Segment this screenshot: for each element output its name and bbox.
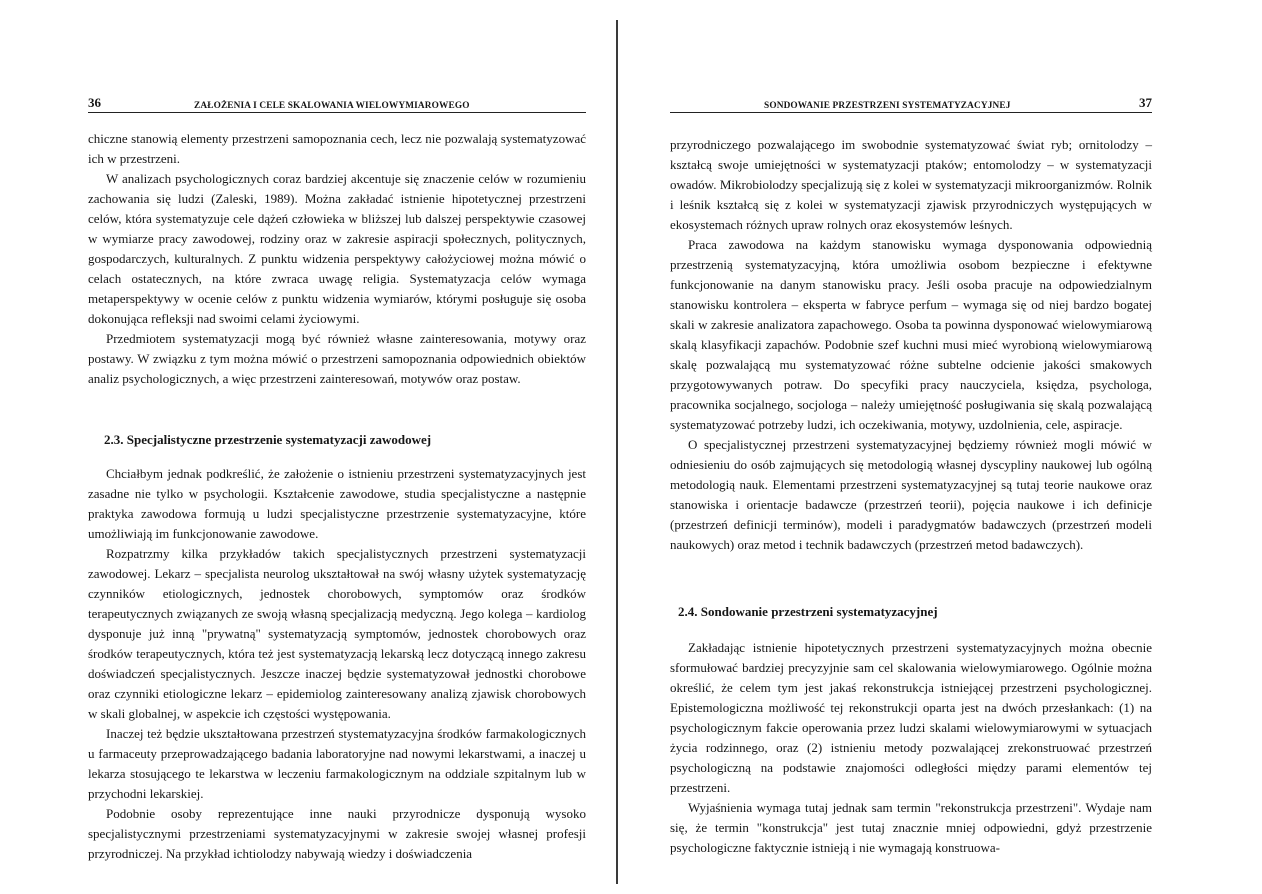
paragraph: Wyjaśnienia wymaga tutaj jednak sam termin "rekonstrukcja przestrzeni". Wydaje nam się, że termin "konstrukcja" jest tutaj znacznie mniej odpowiedni, gdyż przestrzenie psychologiczne faktycznie istnieją i nie wymagają konstruowa- [670,800,1152,855]
right-page-number: 37 [1139,95,1152,110]
left-page-text-top [88,129,586,389]
paragraph: Inaczej też będzie ukształtowana przestrzeń stystematyzacyjna środków farmakologicznych u farmaceuty przeprowadzającego badania laboratoryjne nad nowymi lekarstwami, a inaczej u lekarza stosującego te lekarstwa w leczeniu farmakologicznym na oddziale szpitalnym lub w przychodni lekarskiej. [88,726,586,801]
paragraph: Praca zawodowa na każdym stanowisku wymaga dysponowania odpowiednią przestrzenią systematyzacyjną, która umożliwia osobom bezpieczne i efektywne funkcjonowanie na danym stanowisku pracy. Jeśli osoba pracuje na odpowiedzialnym stanowisku kontrolera – eksperta w fabryce perfum – wymaga się od niej bardzo bogatej skali w zakresie analizatora zapachowego. Osoba ta powinna dysponować wielowymiarową skalą klasyfikacji zapachów. Podobnie szef kuchni musi mieć wyrobioną wielowymiarową skalę pozwalającą mu systematyzować różne subtelne odcienie jakości smakowych przygotowywanych potraw. Do specyfiki pracy nauczyciela, księdza, psychologa, pracownika socjalnego, socjologa – należy umiejętność posługiwania się skalą pozwalającą systematyzować potrzeby ludzi, ich oczekiwania, motywy, uzdolnienia, cele, aspiracje. [670,237,1152,432]
paragraph: chiczne stanowią elementy przestrzeni samopoznania cech, lecz nie pozwalają systematyzować ich w przestrzeni. [88,131,586,166]
paragraph: Podobnie osoby reprezentujące inne nauki przyrodnicze dysponują wysoko specjalistycznymi przestrzeniami systematyzacyjnymi w zakresie swojej własnej profesji przyrodniczej. Na przykład ichtiolodzy nabywają wiedzy i doświadczenia [88,806,586,861]
paragraph: Rozpatrzmy kilka przykładów takich specjalistycznych przestrzeni systematyzacji zawodowej. Lekarz – specjalista neurolog ukształtował na swój własny użytek systematyzację czynników etiologicznych, jednostek chorobowych, symptomów oraz środków terapeutycznych związanych ze swoją własną specjalizacją medyczną. Jego kolega – kardiolog dysponuje już inną "prywatną" systematyzacją symptomów, jednostek chorobowych oraz środków terapeutycznych, która też jest systematyzacją lekarską lecz dotyczącą innego zakresu doświadczeń specjalistycznych. Jeszcze inaczej będzie systematyzował jednostki chorobowe oraz czynniki etiologiczne lekarz – epidemiolog zainteresowany analizą zjawisk chorobowych w skali globalnej, w aspekcie ich częstości występowania. [88,546,586,721]
right-page-text-top [670,135,1152,555]
right-page [670,0,1152,894]
left-running-title: ZAŁOŻENIA I CELE SKALOWANIA WIELOWYMIAROWEGO [194,101,470,111]
paragraph: W analizach psychologicznych coraz bardziej akcentuje się znaczenie celów w rozumieniu zachowania się ludzi (Zaleski, 1989). Można zakładać istnienie hipotetycznej przestrzeni celów, która systematyzuje cele dążeń człowieka w bliższej lub dalszej perspektywie czasowej w wymiarze pracy zawodowej, rodziny oraz w zakresie aspiracji społecznych, politycznych, gospodarczych, kulturalnych. Z punktu widzenia perspektywy całożyciowej można mówić o celach ostatecznych, na które zwraca uwagę religia. Systematyzacja celów wymaga metaperspektywy w ocenie celów z punktu widzenia wymiarów, którymi posługuje się osoba dokonująca refleksji nad swoimi celami życiowymi. [88,171,586,326]
left-page [88,0,586,894]
section-heading-2-3: 2.3. Specjalistyczne przestrzenie systematyzacji zawodowej [104,432,432,447]
paragraph: Przedmiotem systematyzacji mogą być również własne zainteresowania, motywy oraz postawy. W związku z tym można mówić o przestrzeni samopoznania odpowiednich obiektów analiz psychologicznych, a więc przestrzeni zainteresowań, motywów oraz postaw. [88,331,586,386]
left-page-header [88,96,586,113]
right-page-text-bottom [670,638,1152,858]
paragraph: przyrodniczego pozwalającego im swobodnie systematyzować świat ryb; ornitolodzy – kształcą swoje umiejętności w systematyzacji ptaków; entomolodzy – w systematyzacji owadów. Mikrobiolodzy specjalizują się z kolei w systematyzacji mikroorganizmów. Rolnik i leśnik kształcą się z kolei w systematyzacji zjawisk przyrodniczych występujących w ekosystemach różnych upraw rolnych oraz ekosystemów leśnych. [670,137,1152,232]
paragraph: O specjalistycznej przestrzeni systematyzacyjnej będziemy również mogli mówić w odniesieniu do osób zajmujących się metodologią własnej dyscypliny naukowej lub ogólną metodologią nauk. Elementami przestrzeni systematyzacyjnej są tutaj teorie naukowe oraz stanowiska i orientacje badawcze (przestrzeń teorii), pojęcia naukowe i ich definicje (przestrzeń definicji terminów), modeli i paradygmatów badawczych (przestrzeń modeli naukowych) oraz metod i technik badawczych (przestrzeń metod badawczych). [670,437,1152,552]
right-page-header [670,96,1152,113]
right-running-title: SONDOWANIE PRZESTRZENI SYSTEMATYZACYJNEJ [764,101,1011,111]
left-page-number: 36 [88,95,101,110]
paragraph: Chciałbym jednak podkreślić, że założenie o istnieniu przestrzeni systematyzacyjnych jest zasadne nie tylko w psychologii. Kształcenie zawodowe, studia specjalistyczne a następnie praktyka zawodowa formują u ludzi specjalistyczne przestrzenie systematyzacyjne, które umożliwiają im funkcjonowanie zawodowe. [88,466,586,541]
book-gutter [616,20,618,884]
section-heading-2-4: 2.4. Sondowanie przestrzeni systematyzacyjnej [678,604,938,619]
left-page-text-bottom [88,464,586,864]
paragraph: Zakładając istnienie hipotetycznych przestrzeni systematyzacyjnych można obecnie sformułować bardziej precyzyjnie sam cel skalowania wielowymiarowego. Ogólnie można określić, że celem tym jest jakaś rekonstrukcja istniejącej przestrzeni psychologicznej. Epistemologiczna możliwość tej rekonstrukcji oparta jest na dwóch przesłankach: (1) na psychologicznym fakcie operowania przez ludzi skalami wielowymiarowymi w sytuacjach życia rodzinnego, oraz (2) istnieniu metody pozwalającej zrekonstruować przestrzeń psychologiczną na podstawie znajomości odległości między parami elementów tej przestrzeni. [670,640,1152,795]
